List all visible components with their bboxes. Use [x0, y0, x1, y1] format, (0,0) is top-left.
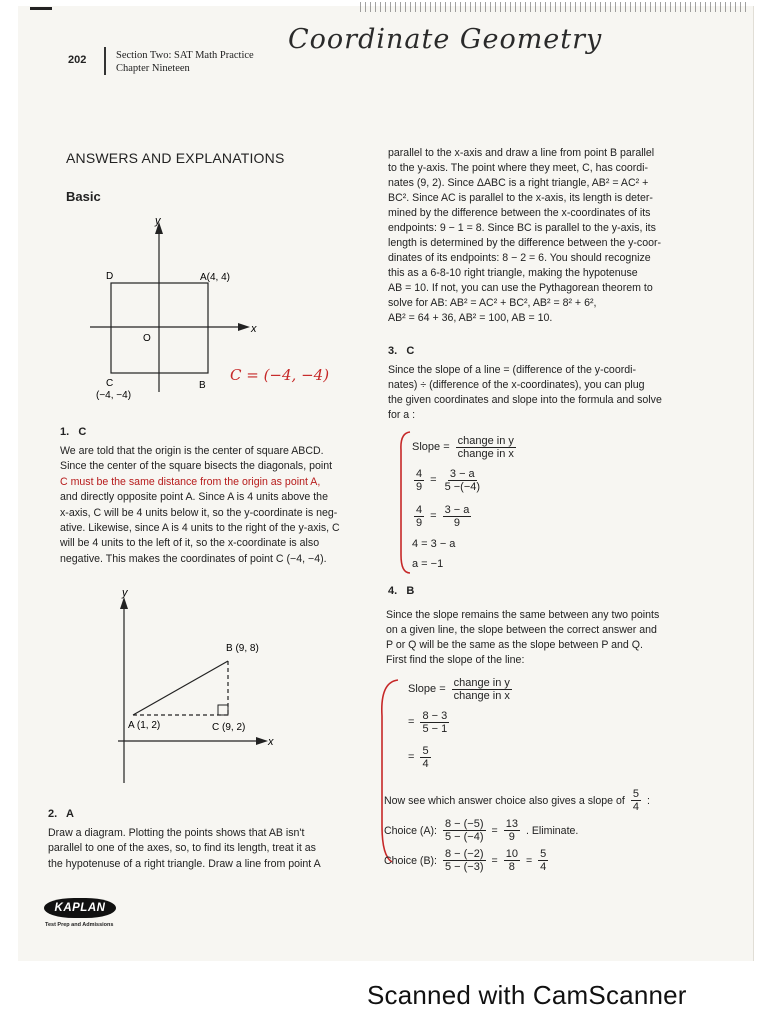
cont-line: BC². Since AC is parallel to the x-axis, its length is deter- [388, 192, 653, 204]
q3-eq4: a = −1 [412, 558, 444, 570]
q1-line: will be 4 units to the left of it, so the x-coordinate is also [60, 537, 320, 550]
q2-answer: A [65, 808, 74, 820]
section-title: ANSWERS AND EXPLANATIONS [66, 150, 285, 166]
q1-line: C must be the same distance from the origin as point A, [60, 475, 321, 488]
cont-line: AB² = 64 + 36, AB² = 100, AB = 10. [388, 312, 553, 324]
point-b-label: B [199, 380, 206, 391]
q2-line: Draw a diagram. Plotting the points shows that AB isn't [48, 827, 305, 839]
scan-mark [30, 7, 52, 10]
page-number: 202 [68, 54, 87, 66]
kaplan-tagline: Test Prep and Admissions [45, 922, 114, 928]
q3-explanation [388, 363, 708, 423]
q1-line: and directly opposite point A. Since A is 4 units above the [60, 491, 328, 504]
cont-line: length is determined by the difference between the y-coor- [388, 237, 662, 249]
q1-line: negative. This makes the coordinates of point C (−4, −4). [60, 552, 327, 565]
q3-eq3: 4 = 3 − a [412, 538, 456, 550]
q3-header [388, 345, 414, 357]
q2-continued [388, 146, 708, 326]
q4-line: Since the slope remains the same between any two points [386, 609, 660, 621]
triangle-graph [100, 585, 300, 790]
cont-line: this as a 6-8-10 right triangle, making the hypotenuse [388, 267, 638, 279]
q1-line: We are told that the origin is the center of square ABCD. [60, 445, 324, 457]
q3-eq1: $\frac{4}{9}$ = $\frac{3 - a}{5 -(-4)}$ [416, 467, 481, 493]
y-label: y [155, 215, 161, 227]
cont-line: nates (9, 2). Since ΔABC is a right triangle, AB² = AC² + [388, 177, 649, 189]
point-b-label: B (9, 8) [226, 643, 259, 654]
q4-step1: = $\frac{8 - 3}{5 - 1}$ [408, 709, 448, 735]
q3-slope-formula: Slope = $\frac{\text{change in y}}{\text{change in x}}$ [412, 434, 514, 460]
q1-header [60, 426, 86, 438]
q4-now-see: Now see which answer choice also gives a slope of $\frac{5}{4}$ : [384, 788, 650, 813]
running-header [116, 49, 254, 75]
cont-line: parallel to the x-axis and draw a line from point B parallel [388, 147, 655, 159]
point-d-label: D [106, 271, 114, 282]
q3-line: for a : [388, 409, 416, 421]
cont-line: to the y-axis. The point where they meet, C, has coordi- [388, 162, 649, 174]
red-bracket [398, 430, 412, 575]
square-graph [60, 210, 350, 410]
q1-explanation [60, 444, 360, 567]
right-angle-mark [218, 705, 228, 715]
q4-work [408, 674, 514, 774]
q2-number: 2. [48, 808, 58, 820]
q4-slope-formula: Slope = $\frac{\text{change in y}}{\text{change in x}}$ [408, 676, 510, 702]
cont-line: dinates of its endpoints: 8 − 2 = 6. You should recognize [388, 252, 651, 264]
q4-line: P or Q will be the same as the slope between P and Q. [386, 639, 643, 651]
q1-line: x-axis, C will be 4 units below it, so the y-coordinate is neg- [60, 506, 338, 519]
section-label: Section Two: SAT Math Practice [116, 50, 254, 61]
handwritten-title: Coordinate Geometry [288, 24, 603, 55]
q4-step2: = $\frac{5}{4}$ [408, 744, 429, 770]
slope-fraction: $\frac{\text{change in y}}{\text{change in x}}$ [457, 434, 514, 460]
x-axis-arrow [238, 323, 250, 331]
x-label: x [268, 736, 274, 748]
q3-line: Since the slope of a line = (difference of the y-coordi- [388, 364, 637, 376]
cont-line: AB = 10. If not, you can use the Pythagorean theorem to [388, 282, 653, 294]
q4-explanation [386, 608, 716, 668]
level-label: Basic [66, 189, 101, 204]
cont-line: endpoints: 9 − 1 = 8. Since BC is parallel to the y-axis, its [388, 222, 656, 234]
q4-line: First find the slope of the line: [386, 654, 525, 666]
point-c-label: C (9, 2) [212, 722, 246, 733]
point-c-coords: (−4, −4) [96, 390, 132, 401]
choice-b: Choice (B): $\frac{8 - (-2)}{5 - (-3)}$ = $\frac{10}{8}$ = $\frac{5}{4}$ [384, 848, 547, 873]
q3-line: nates) ÷ (difference of the x-coordinates), you can plug [388, 379, 645, 391]
q1-answer: C [78, 426, 87, 438]
q2-explanation [48, 826, 358, 872]
q3-eq2: $\frac{4}{9}$ = $\frac{3 - a}{9}$ [416, 503, 470, 529]
cont-line: mined by the difference between the x-coordinates of its [388, 207, 651, 219]
q3-answer: C [406, 345, 415, 357]
q3-line: the given coordinates and slope into the formula and solve [388, 394, 662, 406]
origin-label: O [143, 333, 151, 344]
cont-line: solve for AB: AB² = AC² + BC², AB² = 8² + 6², [388, 297, 597, 309]
choice-a: Choice (A): $\frac{8 - (-5)}{5 - (-4)}$ = $\frac{13}{9}$ . Eliminate. [384, 818, 579, 843]
q4-answer: B [406, 585, 415, 597]
header-divider [104, 47, 106, 75]
q4-line: on a given line, the slope between the correct answer and [386, 624, 657, 636]
q1-line: ative. Likewise, since A is 4 units to the right of the y-axis, C [60, 522, 340, 535]
q1-line: Since the center of the square bisects the diagonals, point [60, 460, 333, 473]
camscanner-watermark: Scanned with CamScanner [367, 980, 687, 1010]
scan-noise [360, 2, 750, 12]
q3-number: 3. [388, 345, 398, 357]
q3-work [412, 432, 518, 574]
q4-number: 4. [388, 585, 398, 597]
point-c-label: C [106, 378, 114, 389]
kaplan-logo: KAPLAN [44, 898, 116, 918]
chapter-label: Chapter Nineteen [116, 63, 190, 74]
q2-line: parallel to one of the axes, so, to find its length, treat it as [48, 842, 316, 855]
handwritten-c-note: C = (−4, −4) [230, 366, 330, 384]
point-a-label: A (1, 2) [128, 720, 161, 731]
x-label: x [251, 323, 257, 335]
point-a-label: A(4, 4) [200, 272, 231, 283]
q2-line: the hypotenuse of a right triangle. Draw a line from point A [48, 857, 321, 870]
segment-ab [133, 661, 228, 715]
q1-number: 1. [60, 426, 70, 438]
q4-header [388, 585, 414, 597]
x-axis-arrow [256, 737, 268, 745]
q2-header [48, 808, 74, 820]
y-label: y [122, 587, 128, 599]
